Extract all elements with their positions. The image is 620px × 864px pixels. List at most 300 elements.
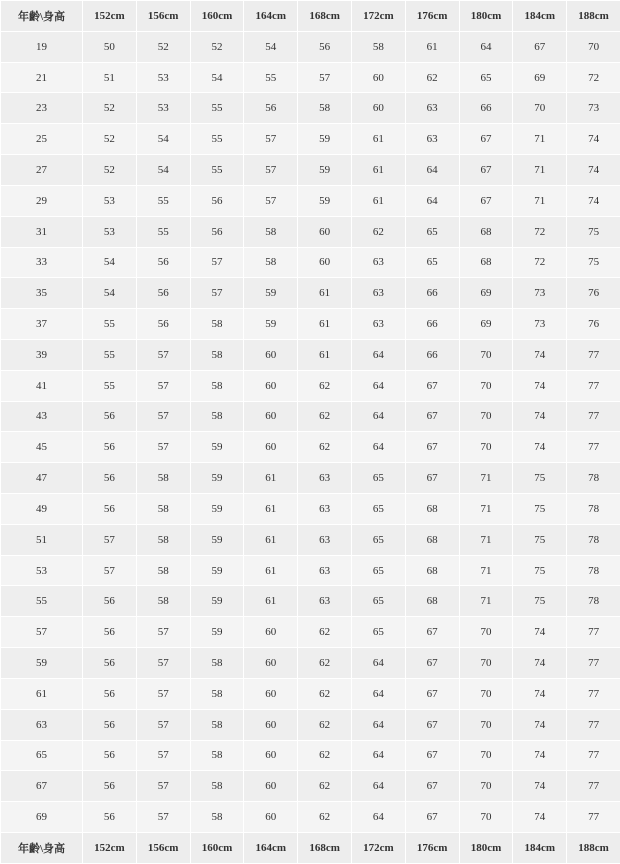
- weight-cell-57-176cm: 67: [405, 617, 459, 648]
- weight-cell-67-184cm: 74: [513, 771, 567, 802]
- weight-cell-45-188cm: 77: [567, 432, 620, 463]
- weight-cell-19-180cm: 64: [459, 31, 513, 62]
- weight-cell-33-180cm: 68: [459, 247, 513, 278]
- weight-cell-65-156cm: 57: [136, 740, 190, 771]
- weight-cell-63-188cm: 77: [567, 709, 620, 740]
- table-row: [1, 309, 620, 340]
- weight-cell-27-168cm: 59: [298, 155, 352, 186]
- weight-cell-49-176cm: 68: [405, 494, 459, 525]
- weight-cell-19-188cm: 70: [567, 31, 620, 62]
- footer-column-header-164cm: 164cm: [244, 832, 298, 863]
- weight-cell-57-164cm: 60: [244, 617, 298, 648]
- weight-cell-47-172cm: 65: [351, 463, 405, 494]
- footer-column-header-188cm: 188cm: [567, 832, 620, 863]
- weight-cell-27-164cm: 57: [244, 155, 298, 186]
- row-header-age-59: 59: [1, 648, 83, 679]
- weight-cell-59-168cm: 62: [298, 648, 352, 679]
- weight-cell-49-184cm: 75: [513, 494, 567, 525]
- row-header-age-41: 41: [1, 370, 83, 401]
- table-row: [1, 678, 620, 709]
- column-header-172cm: 172cm: [351, 1, 405, 32]
- weight-cell-23-180cm: 66: [459, 93, 513, 124]
- weight-cell-33-160cm: 57: [190, 247, 244, 278]
- weight-cell-23-168cm: 58: [298, 93, 352, 124]
- weight-cell-61-176cm: 67: [405, 678, 459, 709]
- weight-cell-69-156cm: 57: [136, 802, 190, 833]
- weight-cell-53-184cm: 75: [513, 555, 567, 586]
- weight-cell-23-184cm: 70: [513, 93, 567, 124]
- column-header-156cm: 156cm: [136, 1, 190, 32]
- weight-cell-57-188cm: 77: [567, 617, 620, 648]
- weight-cell-21-152cm: 51: [83, 62, 137, 93]
- column-header-188cm: 188cm: [567, 1, 620, 32]
- weight-cell-55-164cm: 61: [244, 586, 298, 617]
- weight-cell-63-168cm: 62: [298, 709, 352, 740]
- table-row: [1, 463, 620, 494]
- weight-cell-41-188cm: 77: [567, 370, 620, 401]
- weight-cell-47-152cm: 56: [83, 463, 137, 494]
- weight-cell-43-156cm: 57: [136, 401, 190, 432]
- weight-cell-63-172cm: 64: [351, 709, 405, 740]
- weight-cell-59-160cm: 58: [190, 648, 244, 679]
- table-row: [1, 617, 620, 648]
- weight-cell-19-184cm: 67: [513, 31, 567, 62]
- weight-cell-51-168cm: 63: [298, 524, 352, 555]
- weight-cell-39-184cm: 74: [513, 339, 567, 370]
- weight-cell-19-164cm: 54: [244, 31, 298, 62]
- weight-cell-53-156cm: 58: [136, 555, 190, 586]
- weight-cell-49-188cm: 78: [567, 494, 620, 525]
- row-header-age-43: 43: [1, 401, 83, 432]
- weight-cell-47-156cm: 58: [136, 463, 190, 494]
- weight-cell-69-164cm: 60: [244, 802, 298, 833]
- weight-cell-57-168cm: 62: [298, 617, 352, 648]
- weight-cell-49-152cm: 56: [83, 494, 137, 525]
- weight-cell-29-172cm: 61: [351, 185, 405, 216]
- weight-cell-67-180cm: 70: [459, 771, 513, 802]
- weight-cell-31-156cm: 55: [136, 216, 190, 247]
- table-row: [1, 62, 620, 93]
- weight-cell-41-180cm: 70: [459, 370, 513, 401]
- footer-column-header-180cm: 180cm: [459, 832, 513, 863]
- weight-cell-69-176cm: 67: [405, 802, 459, 833]
- weight-cell-33-156cm: 56: [136, 247, 190, 278]
- weight-cell-29-188cm: 74: [567, 185, 620, 216]
- row-header-age-29: 29: [1, 185, 83, 216]
- weight-cell-53-152cm: 57: [83, 555, 137, 586]
- weight-cell-35-180cm: 69: [459, 278, 513, 309]
- weight-cell-39-176cm: 66: [405, 339, 459, 370]
- weight-cell-21-180cm: 65: [459, 62, 513, 93]
- weight-cell-37-176cm: 66: [405, 309, 459, 340]
- weight-cell-35-168cm: 61: [298, 278, 352, 309]
- weight-cell-19-172cm: 58: [351, 31, 405, 62]
- weight-cell-51-152cm: 57: [83, 524, 137, 555]
- weight-cell-63-184cm: 74: [513, 709, 567, 740]
- weight-cell-23-152cm: 52: [83, 93, 137, 124]
- weight-cell-47-188cm: 78: [567, 463, 620, 494]
- weight-cell-49-172cm: 65: [351, 494, 405, 525]
- weight-cell-53-168cm: 63: [298, 555, 352, 586]
- weight-cell-69-160cm: 58: [190, 802, 244, 833]
- row-header-age-21: 21: [1, 62, 83, 93]
- table-row: [1, 216, 620, 247]
- row-header-age-45: 45: [1, 432, 83, 463]
- weight-cell-59-176cm: 67: [405, 648, 459, 679]
- footer-corner-label: 年齡\身高: [1, 832, 83, 863]
- weight-cell-27-188cm: 74: [567, 155, 620, 186]
- weight-cell-33-188cm: 75: [567, 247, 620, 278]
- weight-cell-31-164cm: 58: [244, 216, 298, 247]
- weight-cell-31-180cm: 68: [459, 216, 513, 247]
- weight-cell-51-176cm: 68: [405, 524, 459, 555]
- table-row: [1, 93, 620, 124]
- weight-cell-37-168cm: 61: [298, 309, 352, 340]
- weight-cell-65-152cm: 56: [83, 740, 137, 771]
- column-header-180cm: 180cm: [459, 1, 513, 32]
- weight-cell-37-164cm: 59: [244, 309, 298, 340]
- column-header-168cm: 168cm: [298, 1, 352, 32]
- weight-cell-61-188cm: 77: [567, 678, 620, 709]
- weight-cell-35-188cm: 76: [567, 278, 620, 309]
- weight-cell-41-156cm: 57: [136, 370, 190, 401]
- weight-cell-51-172cm: 65: [351, 524, 405, 555]
- row-header-age-37: 37: [1, 309, 83, 340]
- weight-cell-61-168cm: 62: [298, 678, 352, 709]
- column-header-152cm: 152cm: [83, 1, 137, 32]
- table-row: [1, 740, 620, 771]
- weight-cell-33-184cm: 72: [513, 247, 567, 278]
- row-header-age-67: 67: [1, 771, 83, 802]
- table-row: [1, 802, 620, 833]
- row-header-age-47: 47: [1, 463, 83, 494]
- weight-cell-47-184cm: 75: [513, 463, 567, 494]
- weight-cell-59-184cm: 74: [513, 648, 567, 679]
- weight-cell-55-180cm: 71: [459, 586, 513, 617]
- weight-cell-19-152cm: 50: [83, 31, 137, 62]
- weight-cell-53-164cm: 61: [244, 555, 298, 586]
- row-header-age-51: 51: [1, 524, 83, 555]
- weight-cell-49-180cm: 71: [459, 494, 513, 525]
- weight-cell-27-176cm: 64: [405, 155, 459, 186]
- weight-cell-59-164cm: 60: [244, 648, 298, 679]
- weight-cell-31-184cm: 72: [513, 216, 567, 247]
- row-header-age-69: 69: [1, 802, 83, 833]
- weight-cell-65-172cm: 64: [351, 740, 405, 771]
- weight-cell-23-160cm: 55: [190, 93, 244, 124]
- column-header-160cm: 160cm: [190, 1, 244, 32]
- weight-cell-39-168cm: 61: [298, 339, 352, 370]
- weight-cell-31-176cm: 65: [405, 216, 459, 247]
- weight-cell-33-152cm: 54: [83, 247, 137, 278]
- weight-cell-67-172cm: 64: [351, 771, 405, 802]
- weight-cell-31-160cm: 56: [190, 216, 244, 247]
- column-header-164cm: 164cm: [244, 1, 298, 32]
- weight-cell-19-160cm: 52: [190, 31, 244, 62]
- weight-cell-25-172cm: 61: [351, 124, 405, 155]
- weight-cell-27-160cm: 55: [190, 155, 244, 186]
- weight-cell-61-164cm: 60: [244, 678, 298, 709]
- weight-cell-51-188cm: 78: [567, 524, 620, 555]
- weight-cell-23-188cm: 73: [567, 93, 620, 124]
- weight-cell-37-160cm: 58: [190, 309, 244, 340]
- weight-cell-67-176cm: 67: [405, 771, 459, 802]
- weight-cell-47-160cm: 59: [190, 463, 244, 494]
- weight-cell-21-168cm: 57: [298, 62, 352, 93]
- weight-cell-39-172cm: 64: [351, 339, 405, 370]
- weight-cell-33-164cm: 58: [244, 247, 298, 278]
- table-row: [1, 771, 620, 802]
- weight-cell-43-172cm: 64: [351, 401, 405, 432]
- weight-cell-35-164cm: 59: [244, 278, 298, 309]
- weight-cell-49-168cm: 63: [298, 494, 352, 525]
- weight-cell-29-180cm: 67: [459, 185, 513, 216]
- weight-cell-61-160cm: 58: [190, 678, 244, 709]
- weight-cell-59-172cm: 64: [351, 648, 405, 679]
- weight-cell-45-152cm: 56: [83, 432, 137, 463]
- table-footer-row: [1, 832, 620, 863]
- header-corner-label: 年齡\身高: [1, 1, 83, 32]
- weight-cell-67-152cm: 56: [83, 771, 137, 802]
- table-row: [1, 648, 620, 679]
- weight-cell-37-188cm: 76: [567, 309, 620, 340]
- weight-cell-45-156cm: 57: [136, 432, 190, 463]
- weight-cell-67-164cm: 60: [244, 771, 298, 802]
- row-header-age-33: 33: [1, 247, 83, 278]
- table-row: [1, 586, 620, 617]
- weight-cell-57-184cm: 74: [513, 617, 567, 648]
- weight-cell-25-180cm: 67: [459, 124, 513, 155]
- weight-cell-67-160cm: 58: [190, 771, 244, 802]
- weight-cell-39-164cm: 60: [244, 339, 298, 370]
- weight-cell-29-156cm: 55: [136, 185, 190, 216]
- weight-cell-37-180cm: 69: [459, 309, 513, 340]
- weight-cell-29-152cm: 53: [83, 185, 137, 216]
- row-header-age-53: 53: [1, 555, 83, 586]
- weight-cell-45-176cm: 67: [405, 432, 459, 463]
- weight-cell-19-156cm: 52: [136, 31, 190, 62]
- weight-cell-63-180cm: 70: [459, 709, 513, 740]
- weight-cell-21-160cm: 54: [190, 62, 244, 93]
- row-header-age-39: 39: [1, 339, 83, 370]
- table-row: [1, 370, 620, 401]
- weight-cell-57-156cm: 57: [136, 617, 190, 648]
- weight-cell-61-152cm: 56: [83, 678, 137, 709]
- weight-cell-49-164cm: 61: [244, 494, 298, 525]
- weight-cell-49-160cm: 59: [190, 494, 244, 525]
- weight-cell-45-168cm: 62: [298, 432, 352, 463]
- weight-cell-51-156cm: 58: [136, 524, 190, 555]
- weight-cell-37-152cm: 55: [83, 309, 137, 340]
- footer-column-header-160cm: 160cm: [190, 832, 244, 863]
- weight-cell-55-176cm: 68: [405, 586, 459, 617]
- weight-cell-25-160cm: 55: [190, 124, 244, 155]
- weight-cell-35-152cm: 54: [83, 278, 137, 309]
- weight-cell-55-152cm: 56: [83, 586, 137, 617]
- weight-cell-27-180cm: 67: [459, 155, 513, 186]
- weight-cell-25-188cm: 74: [567, 124, 620, 155]
- table-body: [1, 1, 620, 864]
- weight-cell-53-160cm: 59: [190, 555, 244, 586]
- weight-cell-63-156cm: 57: [136, 709, 190, 740]
- weight-cell-43-184cm: 74: [513, 401, 567, 432]
- weight-cell-35-172cm: 63: [351, 278, 405, 309]
- weight-cell-21-164cm: 55: [244, 62, 298, 93]
- weight-cell-27-156cm: 54: [136, 155, 190, 186]
- weight-cell-39-152cm: 55: [83, 339, 137, 370]
- footer-column-header-184cm: 184cm: [513, 832, 567, 863]
- table-row: [1, 339, 620, 370]
- weight-cell-25-184cm: 71: [513, 124, 567, 155]
- weight-cell-43-164cm: 60: [244, 401, 298, 432]
- column-header-184cm: 184cm: [513, 1, 567, 32]
- row-header-age-23: 23: [1, 93, 83, 124]
- weight-cell-35-184cm: 73: [513, 278, 567, 309]
- weight-cell-41-172cm: 64: [351, 370, 405, 401]
- row-header-age-65: 65: [1, 740, 83, 771]
- weight-cell-41-160cm: 58: [190, 370, 244, 401]
- row-header-age-49: 49: [1, 494, 83, 525]
- weight-cell-53-180cm: 71: [459, 555, 513, 586]
- weight-cell-65-168cm: 62: [298, 740, 352, 771]
- footer-column-header-152cm: 152cm: [83, 832, 137, 863]
- weight-cell-43-168cm: 62: [298, 401, 352, 432]
- weight-cell-65-176cm: 67: [405, 740, 459, 771]
- weight-cell-65-188cm: 77: [567, 740, 620, 771]
- weight-cell-47-168cm: 63: [298, 463, 352, 494]
- weight-cell-19-176cm: 61: [405, 31, 459, 62]
- weight-cell-69-172cm: 64: [351, 802, 405, 833]
- weight-cell-43-180cm: 70: [459, 401, 513, 432]
- weight-cell-63-152cm: 56: [83, 709, 137, 740]
- weight-cell-29-168cm: 59: [298, 185, 352, 216]
- weight-cell-35-160cm: 57: [190, 278, 244, 309]
- weight-cell-59-152cm: 56: [83, 648, 137, 679]
- weight-cell-33-168cm: 60: [298, 247, 352, 278]
- weight-cell-69-180cm: 70: [459, 802, 513, 833]
- weight-cell-41-184cm: 74: [513, 370, 567, 401]
- weight-cell-45-164cm: 60: [244, 432, 298, 463]
- weight-cell-37-184cm: 73: [513, 309, 567, 340]
- table-row: [1, 247, 620, 278]
- footer-column-header-156cm: 156cm: [136, 832, 190, 863]
- weight-cell-35-176cm: 66: [405, 278, 459, 309]
- weight-cell-57-152cm: 56: [83, 617, 137, 648]
- weight-cell-55-156cm: 58: [136, 586, 190, 617]
- weight-cell-29-160cm: 56: [190, 185, 244, 216]
- weight-cell-67-188cm: 77: [567, 771, 620, 802]
- weight-cell-29-176cm: 64: [405, 185, 459, 216]
- weight-cell-57-160cm: 59: [190, 617, 244, 648]
- weight-cell-69-152cm: 56: [83, 802, 137, 833]
- weight-cell-55-188cm: 78: [567, 586, 620, 617]
- weight-cell-53-172cm: 65: [351, 555, 405, 586]
- weight-cell-21-172cm: 60: [351, 62, 405, 93]
- weight-cell-41-176cm: 67: [405, 370, 459, 401]
- weight-cell-55-172cm: 65: [351, 586, 405, 617]
- row-header-age-63: 63: [1, 709, 83, 740]
- footer-column-header-172cm: 172cm: [351, 832, 405, 863]
- table-row: [1, 31, 620, 62]
- row-header-age-57: 57: [1, 617, 83, 648]
- weight-cell-65-164cm: 60: [244, 740, 298, 771]
- row-header-age-35: 35: [1, 278, 83, 309]
- weight-cell-51-184cm: 75: [513, 524, 567, 555]
- weight-cell-25-168cm: 59: [298, 124, 352, 155]
- weight-cell-47-176cm: 67: [405, 463, 459, 494]
- weight-cell-33-176cm: 65: [405, 247, 459, 278]
- table-row: [1, 432, 620, 463]
- table-row: [1, 124, 620, 155]
- row-header-age-19: 19: [1, 31, 83, 62]
- table-row: [1, 278, 620, 309]
- footer-column-header-176cm: 176cm: [405, 832, 459, 863]
- weight-cell-25-156cm: 54: [136, 124, 190, 155]
- weight-cell-45-160cm: 59: [190, 432, 244, 463]
- weight-cell-39-160cm: 58: [190, 339, 244, 370]
- weight-cell-65-184cm: 74: [513, 740, 567, 771]
- row-header-age-25: 25: [1, 124, 83, 155]
- weight-cell-23-164cm: 56: [244, 93, 298, 124]
- table-row: [1, 494, 620, 525]
- weight-cell-55-184cm: 75: [513, 586, 567, 617]
- weight-cell-25-176cm: 63: [405, 124, 459, 155]
- weight-cell-69-184cm: 74: [513, 802, 567, 833]
- weight-cell-45-172cm: 64: [351, 432, 405, 463]
- table-row: [1, 555, 620, 586]
- weight-cell-45-180cm: 70: [459, 432, 513, 463]
- table-header-row: [1, 1, 620, 32]
- weight-cell-53-188cm: 78: [567, 555, 620, 586]
- weight-cell-21-156cm: 53: [136, 62, 190, 93]
- weight-cell-37-172cm: 63: [351, 309, 405, 340]
- weight-cell-19-168cm: 56: [298, 31, 352, 62]
- weight-cell-31-168cm: 60: [298, 216, 352, 247]
- weight-cell-59-188cm: 77: [567, 648, 620, 679]
- weight-cell-51-180cm: 71: [459, 524, 513, 555]
- row-header-age-55: 55: [1, 586, 83, 617]
- weight-cell-23-176cm: 63: [405, 93, 459, 124]
- weight-cell-43-176cm: 67: [405, 401, 459, 432]
- table-row: [1, 401, 620, 432]
- weight-cell-65-180cm: 70: [459, 740, 513, 771]
- weight-cell-33-172cm: 63: [351, 247, 405, 278]
- row-header-age-61: 61: [1, 678, 83, 709]
- weight-cell-29-164cm: 57: [244, 185, 298, 216]
- weight-cell-63-176cm: 67: [405, 709, 459, 740]
- table-row: [1, 185, 620, 216]
- weight-cell-21-188cm: 72: [567, 62, 620, 93]
- table-row: [1, 524, 620, 555]
- weight-cell-27-152cm: 52: [83, 155, 137, 186]
- weight-cell-59-156cm: 57: [136, 648, 190, 679]
- table-row: [1, 155, 620, 186]
- weight-cell-69-188cm: 77: [567, 802, 620, 833]
- weight-cell-43-188cm: 77: [567, 401, 620, 432]
- weight-cell-53-176cm: 68: [405, 555, 459, 586]
- weight-cell-63-164cm: 60: [244, 709, 298, 740]
- weight-cell-43-160cm: 58: [190, 401, 244, 432]
- weight-cell-51-164cm: 61: [244, 524, 298, 555]
- weight-cell-35-156cm: 56: [136, 278, 190, 309]
- weight-cell-37-156cm: 56: [136, 309, 190, 340]
- weight-cell-45-184cm: 74: [513, 432, 567, 463]
- weight-cell-41-168cm: 62: [298, 370, 352, 401]
- weight-cell-67-168cm: 62: [298, 771, 352, 802]
- weight-cell-41-152cm: 55: [83, 370, 137, 401]
- weight-cell-41-164cm: 60: [244, 370, 298, 401]
- weight-cell-31-188cm: 75: [567, 216, 620, 247]
